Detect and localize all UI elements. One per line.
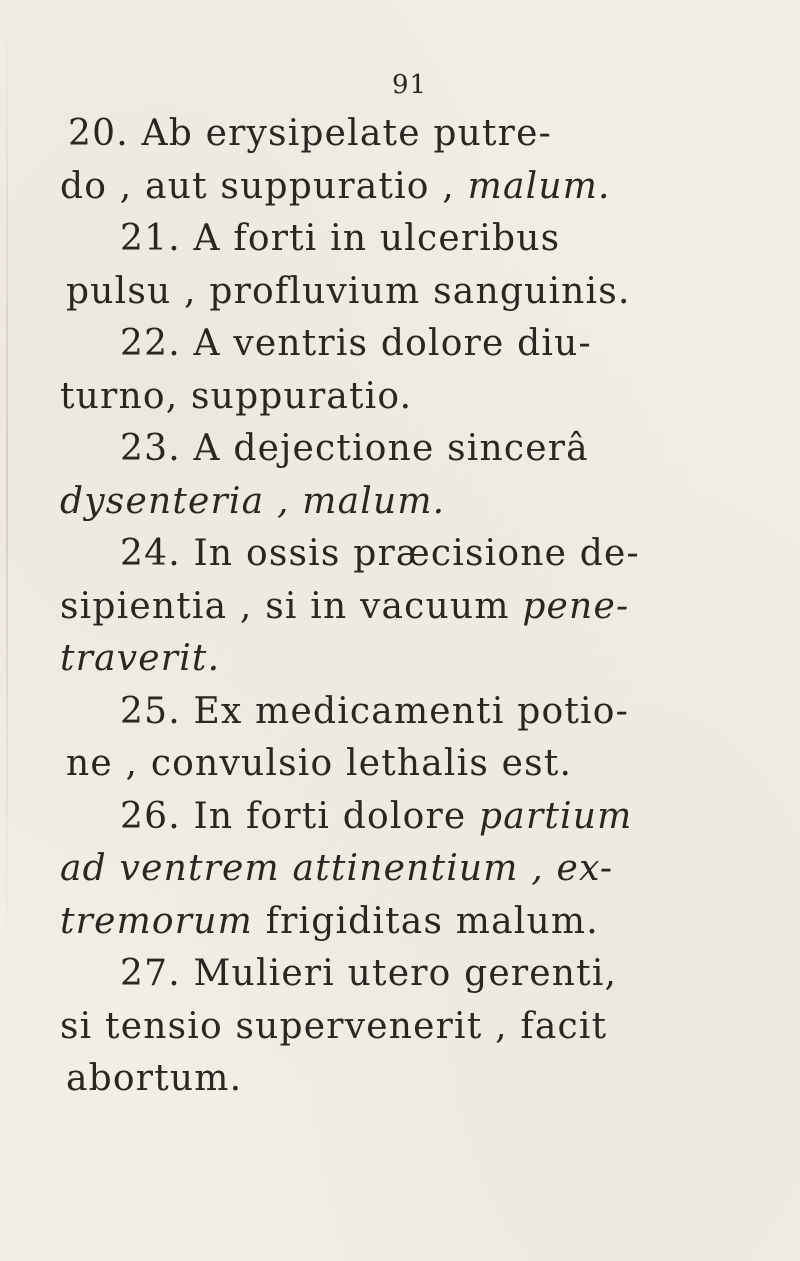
line-text: 21. A forti in ulceribus	[120, 218, 561, 259]
line-text-italic: partium	[479, 795, 633, 837]
text-line	[60, 686, 750, 739]
text-line	[60, 896, 750, 949]
text-line	[60, 476, 750, 529]
line-text: 20. Ab erysipelate putre-	[68, 113, 552, 154]
page-number: 91	[392, 70, 428, 100]
text-line	[60, 423, 750, 476]
text-line	[60, 633, 750, 686]
line-text: sipientia , si in vacuum	[60, 585, 523, 627]
text-line	[60, 1053, 750, 1106]
text-line	[60, 318, 750, 371]
line-text: frigiditas malum.	[252, 900, 599, 942]
text-line	[60, 528, 750, 581]
text-line	[60, 1001, 750, 1054]
line-text: traverit.	[60, 638, 221, 679]
line-text: 26. In forti dolore	[120, 795, 480, 837]
line-text: 25. Ex medicamenti potio-	[120, 690, 629, 732]
line-text-italic: tremorum	[60, 900, 253, 942]
line-text: dysenteria , malum.	[60, 480, 446, 522]
line-text: 27. Mulieri utero gerenti,	[120, 953, 618, 994]
line-text-italic: pene-	[522, 585, 630, 627]
line-text: pulsu , profluvium sanguinis.	[66, 270, 631, 312]
text-line	[60, 266, 750, 319]
line-text: ne , convulsio lethalis est.	[66, 743, 573, 784]
line-text: 23. A dejectione sincerâ	[120, 428, 589, 469]
text-line	[60, 213, 750, 266]
text-line	[60, 371, 750, 424]
line-text: ad ventrem attinentium , ex-	[60, 848, 614, 889]
line-text: si tensio supervenerit , facit	[60, 1005, 608, 1047]
text-line	[60, 948, 750, 1001]
text-line	[60, 791, 750, 844]
line-text: turno, suppuratio.	[60, 375, 413, 417]
line-text: 22. A ventris dolore diu-	[120, 323, 592, 364]
text-line	[60, 108, 750, 161]
line-text-italic: malum.	[467, 165, 611, 207]
page-edge-shadow	[6, 0, 8, 960]
text-line	[60, 161, 750, 214]
text-line	[60, 738, 750, 791]
line-text: do , aut suppuratio ,	[60, 165, 468, 207]
text-line	[60, 843, 750, 896]
line-text: 24. In ossis præcisione de-	[120, 533, 640, 574]
text-line	[60, 581, 750, 634]
text-block	[60, 108, 750, 1106]
line-text: abortum.	[66, 1058, 243, 1099]
